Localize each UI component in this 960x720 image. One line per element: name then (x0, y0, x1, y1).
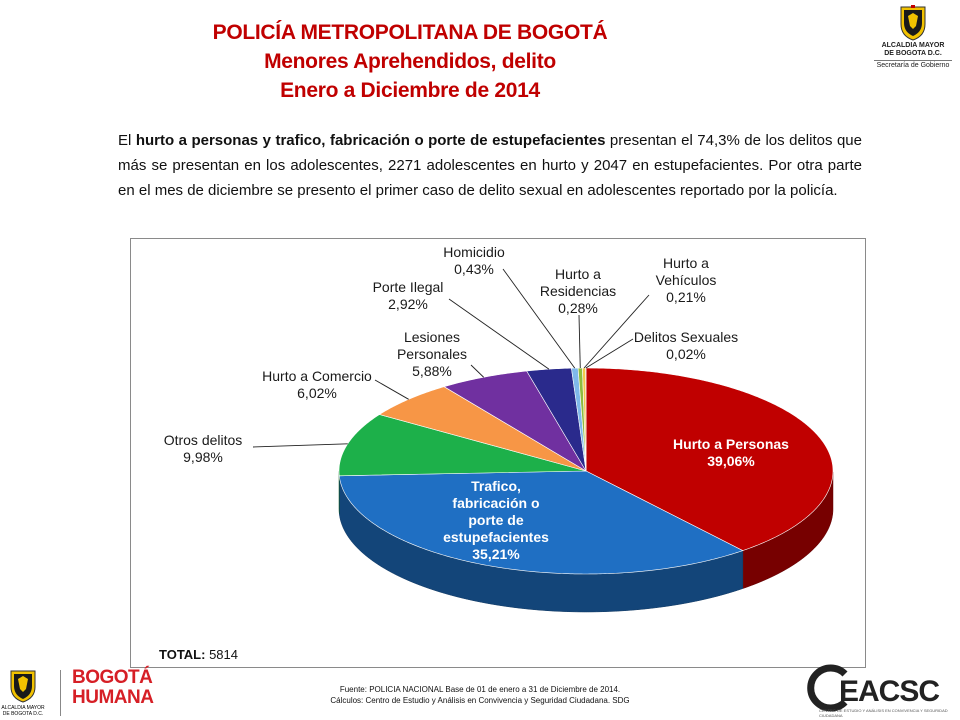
slice-name-label-4: Personales (396, 346, 468, 362)
slice-pct-label-2: 9,98% (183, 449, 223, 465)
leader-line-7 (579, 315, 580, 368)
footer-alcaldia-line1: ALCALDIA MAYOR (1, 705, 45, 711)
ceacsc-name: EACSC (839, 675, 940, 708)
slice-name-label-8: Vehículos (655, 272, 717, 288)
slice-pct-label-9: 0,02% (666, 346, 706, 362)
slice-name-label-1: fabricación o (452, 495, 540, 511)
humana-word: HUMANA (72, 687, 154, 708)
slice-pct-label-8: 0,21% (666, 289, 706, 305)
ceacsc-subtitle: CENTRO DE ESTUDIO Y ANÁLISIS EN CONVIVENCIA Y SEGURIDAD CIUDADANA (819, 708, 948, 718)
total-label (159, 647, 238, 662)
slice-name-label-1: porte de (468, 512, 524, 528)
footer-alcaldia-line2: DE BOGOTA D.C. (2, 711, 44, 717)
leader-line-4 (471, 365, 484, 377)
slice-name-label-8: Hurto a (663, 255, 709, 271)
total-value: 5814 (209, 647, 238, 662)
source-note (290, 684, 670, 706)
slice-pct-label-4: 5,88% (412, 363, 452, 379)
logo-divider (874, 60, 952, 61)
title-line-2: Menores Aprehendidos, delito (264, 50, 556, 73)
title-line-3: Enero a Diciembre de 2014 (280, 79, 540, 102)
slice-pct-label-6: 0,43% (454, 261, 494, 277)
bogota-humana-logo (72, 668, 153, 708)
slice-name-label-9: Delitos Sexuales (633, 329, 739, 345)
slice-pct-label-0: 39,06% (707, 453, 755, 469)
coat-of-arms-icon (8, 668, 38, 704)
logo-top-line1: ALCALDIA MAYOR (881, 42, 945, 49)
source-line-1: Fuente: POLICIA NACIONAL Base de 01 de enero a 31 de Diciembre de 2014. (339, 685, 621, 694)
chart-frame (130, 238, 866, 668)
slice-name-label-4: Lesiones (403, 329, 461, 345)
slice-pct-label-7: 0,28% (558, 300, 598, 316)
leader-line-9 (586, 339, 633, 368)
logo-top-line2: DE BOGOTA D.C. (884, 50, 942, 57)
summary-paragraph (118, 128, 862, 203)
alcaldia-logo-top (870, 4, 956, 100)
slice-name-label-0: Hurto a Personas (673, 436, 789, 452)
slice-name-label-7: Residencias (539, 283, 617, 299)
pie-top (339, 368, 833, 574)
paragraph-part-1: El (118, 132, 136, 149)
logo-top-line3: Secretaría de Gobierno (876, 62, 950, 69)
pie-chart (131, 239, 867, 669)
slice-name-label-6: Homicidio (443, 244, 505, 260)
bogota-word: BOGOTÁ (72, 667, 153, 688)
leader-line-3 (375, 380, 409, 399)
footer-divider (60, 670, 61, 716)
source-line-2: Cálculos: Centro de Estudio y Análisis en Convivencia y Seguridad Ciudadana. SDG (330, 696, 630, 705)
slice-pct-label-3: 6,02% (297, 385, 337, 401)
slice-name-label-3: Hurto a Comercio (262, 368, 372, 384)
slice-pct-label-5: 2,92% (388, 296, 428, 312)
page-title (130, 18, 690, 105)
leader-line-2 (253, 444, 348, 447)
slice-name-label-1: Trafico, (471, 478, 521, 494)
paragraph-bold: hurto a personas y trafico, fabricación o porte de estupefacientes (135, 132, 606, 149)
slice-name-label-7: Hurto a (555, 266, 601, 282)
ceacsc-logo (805, 662, 955, 718)
title-line-1: POLICÍA METROPOLITANA DE BOGOTÁ (212, 21, 608, 44)
slice-pct-label-1: 35,21% (472, 546, 520, 562)
coat-of-arms-icon (898, 4, 928, 42)
paragraph-part-3: presentan el 74,3% de los delitos que más se presentan en los adolescentes, 2271 adolescentes en hurto y 2047 en estupefacientes. Por otra parte en el mes de diciembre se presento el primer caso de delito sexual en adolescentes reportado por la policía. (118, 132, 862, 199)
slice-name-label-2: Otros delitos (163, 432, 243, 448)
total-label-key: TOTAL: (159, 647, 210, 662)
slice-name-label-5: Porte Ilegal (372, 279, 444, 295)
slice-name-label-1: estupefacientes (443, 529, 549, 545)
